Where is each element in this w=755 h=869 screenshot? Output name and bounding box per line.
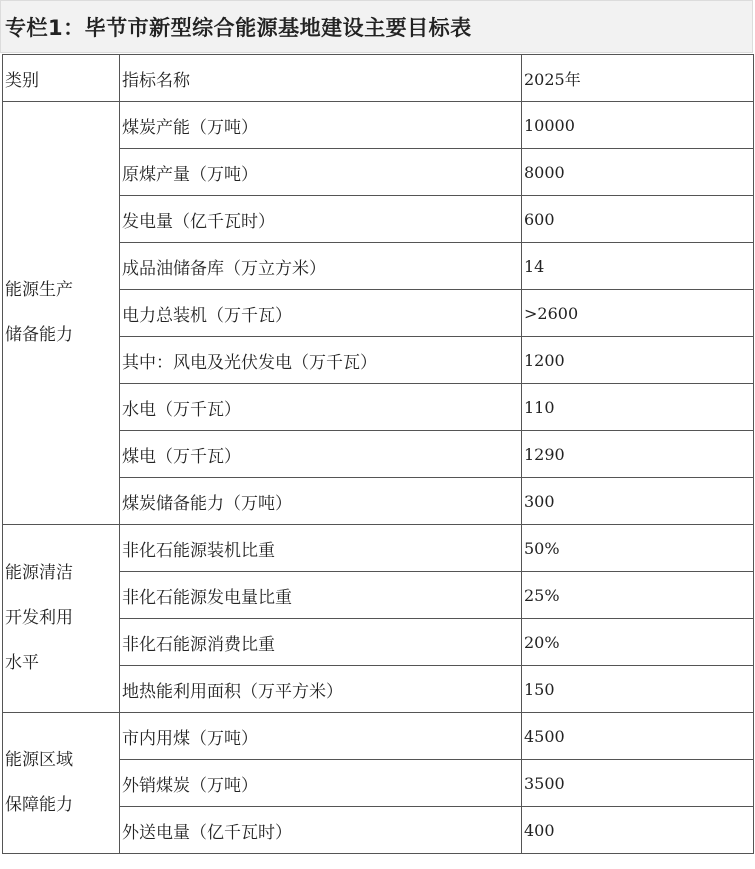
indicator-name-cell: 非化石能源发电量比重 xyxy=(120,572,522,619)
category-line: 储备能力 xyxy=(5,325,73,345)
target-value-cell: 25% xyxy=(522,572,754,619)
target-value-cell: 600 xyxy=(522,196,754,243)
indicator-name-cell: 成品油储备库（万立方米） xyxy=(120,243,522,290)
category-line: 能源生产 xyxy=(5,280,73,300)
indicator-name-cell: 外送电量（亿千瓦时） xyxy=(120,807,522,854)
category-line: 能源区域 xyxy=(5,750,73,770)
indicator-name-cell: 其中：风电及光伏发电（万千瓦） xyxy=(120,337,522,384)
table-row xyxy=(3,102,754,149)
indicator-name-cell: 水电（万千瓦） xyxy=(120,384,522,431)
target-value-cell: 3500 xyxy=(522,760,754,807)
target-value-cell: 150 xyxy=(522,666,754,713)
title-bar xyxy=(0,0,753,53)
target-value-cell: 300 xyxy=(522,478,754,525)
target-value-cell: 110 xyxy=(522,384,754,431)
indicator-name-cell: 非化石能源装机比重 xyxy=(120,525,522,572)
indicator-name-cell: 外销煤炭（万吨） xyxy=(120,760,522,807)
target-value-cell: 1290 xyxy=(522,431,754,478)
target-value-cell: 10000 xyxy=(522,102,754,149)
header-category: 类别 xyxy=(3,55,120,102)
category-cell xyxy=(3,525,120,713)
header-row xyxy=(3,55,754,102)
category-line: 水平 xyxy=(5,653,39,673)
indicator-name-cell: 非化石能源消费比重 xyxy=(120,619,522,666)
target-value-cell: 14 xyxy=(522,243,754,290)
table-row xyxy=(3,525,754,572)
indicator-name-cell: 电力总装机（万千瓦） xyxy=(120,290,522,337)
indicator-name-cell: 市内用煤（万吨） xyxy=(120,713,522,760)
indicator-name-cell: 煤炭产能（万吨） xyxy=(120,102,522,149)
header-year: 2025年 xyxy=(522,55,754,102)
category-line: 开发利用 xyxy=(5,608,73,628)
header-indicator-name: 指标名称 xyxy=(120,55,522,102)
target-value-cell: 1200 xyxy=(522,337,754,384)
indicator-name-cell: 煤电（万千瓦） xyxy=(120,431,522,478)
target-table xyxy=(2,54,754,854)
category-line: 保障能力 xyxy=(5,795,73,815)
category-cell xyxy=(3,102,120,525)
target-value-cell: 50% xyxy=(522,525,754,572)
indicator-name-cell: 煤炭储备能力（万吨） xyxy=(120,478,522,525)
table-title: 专栏1：毕节市新型综合能源基地建设主要目标表 xyxy=(5,16,472,40)
target-value-cell: >2600 xyxy=(522,290,754,337)
target-value-cell: 400 xyxy=(522,807,754,854)
indicator-name-cell: 地热能利用面积（万平方米） xyxy=(120,666,522,713)
table-row xyxy=(3,713,754,760)
target-value-cell: 20% xyxy=(522,619,754,666)
target-value-cell: 8000 xyxy=(522,149,754,196)
category-line: 能源清洁 xyxy=(5,563,73,583)
category-cell xyxy=(3,713,120,854)
target-value-cell: 4500 xyxy=(522,713,754,760)
indicator-name-cell: 原煤产量（万吨） xyxy=(120,149,522,196)
indicator-name-cell: 发电量（亿千瓦时） xyxy=(120,196,522,243)
